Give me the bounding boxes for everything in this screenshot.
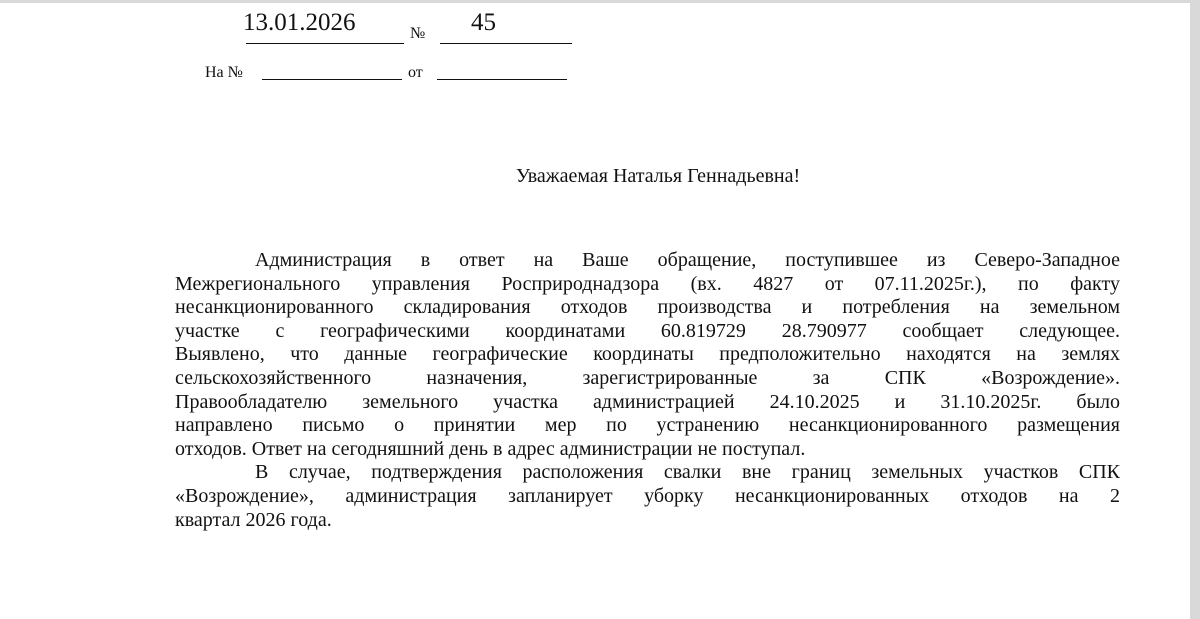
letter-number: 45 [471, 9, 496, 36]
text-line: направлено письмо о принятии мер по устранению несанкционированного размещения [175, 414, 1120, 437]
document-page [0, 3, 1190, 619]
number-label: № [410, 25, 426, 42]
greeting: Уважаемая Наталья Геннадьевна! [515, 165, 801, 187]
paragraph [175, 249, 1120, 461]
text-line: «Возрождение», администрация запланирует уборку несанкционированных отходов на 2 [175, 484, 1120, 507]
text-line: Правообладателю земельного участка администрацией 24.10.2025 и 31.10.2025г. было [175, 390, 1120, 413]
date-underline [246, 43, 404, 44]
reference-underline [262, 79, 402, 80]
letter-date: 13.01.2026 [243, 9, 356, 36]
text-line: В случае, подтверждения расположения свалки вне границ земельных участков СПК [255, 461, 1120, 484]
number-underline [440, 43, 572, 44]
letter-body [175, 249, 1120, 532]
text-line: Администрация в ответ на Ваше обращение, поступившее из Северо-Западное [255, 249, 1120, 271]
text-line: участке с географическими координатами 60.819729 28.790977 сообщает следующее. [175, 319, 1120, 342]
text-line: отходов. Ответ на сегодняшний день в адрес администрации не поступал. [175, 437, 806, 460]
paragraph [175, 461, 1120, 532]
text-line: квартал 2026 года. [175, 508, 332, 531]
text-line: сельскохозяйственного назначения, зарегистрированные за СПК «Возрождение». [175, 366, 1120, 389]
text-line: Межрегионального управления Росприроднадзора (вх. 4827 от 07.11.2025г.), по факту [175, 272, 1120, 295]
reference-from-label: от [408, 64, 423, 81]
text-line: несанкционированного складирования отходов производства и потребления на земельном [175, 296, 1120, 319]
reference-date-underline [437, 79, 567, 80]
text-line: Выявлено, что данные географические координаты предположительно находятся на землях [175, 343, 1120, 366]
reference-label: На № [205, 64, 243, 81]
